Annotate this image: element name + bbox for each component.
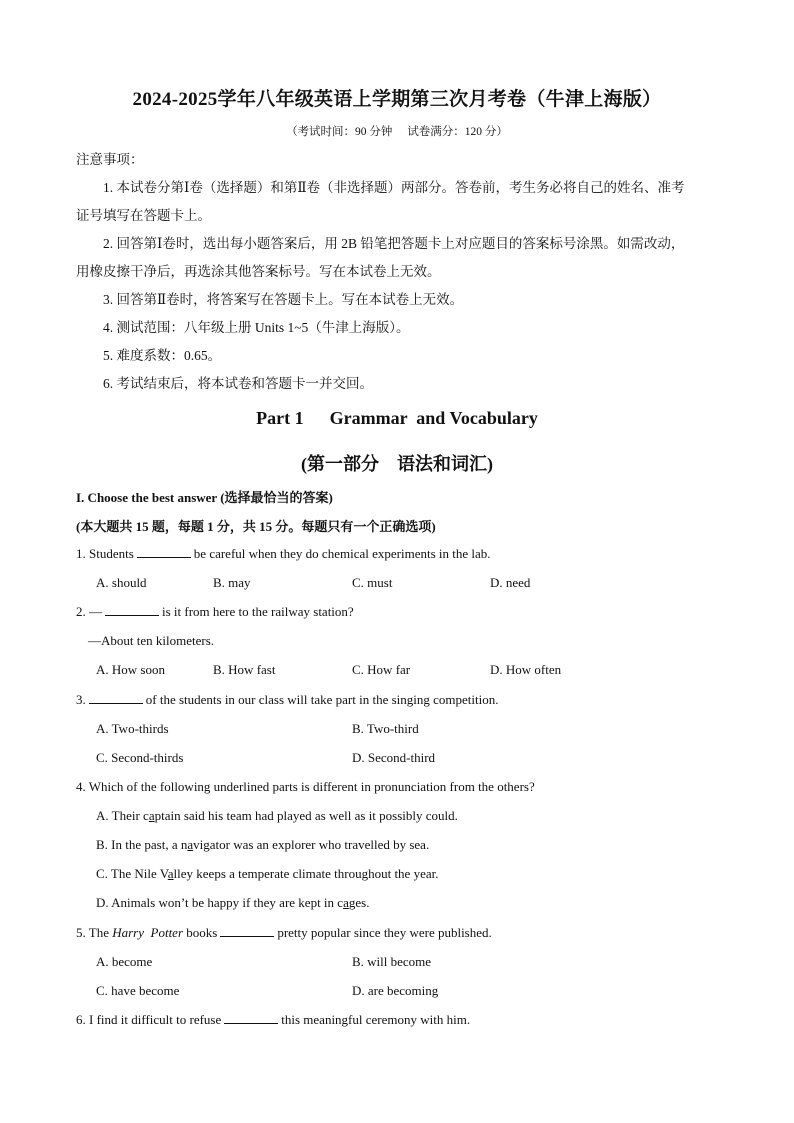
question-4: 4. Which of the following underlined parts is different in pronunciation from the others? [76, 779, 535, 794]
option-text: D. Animals won’t be happy if they are kept in c [96, 895, 344, 910]
option-c: C. must [352, 575, 393, 590]
option-d [96, 895, 369, 911]
question-text: pretty popular since they were published. [277, 925, 492, 940]
question-2-reply: —About ten kilometers. [88, 633, 215, 648]
part-subtitle [0, 450, 794, 476]
option-text: C. The Nile V [96, 866, 168, 881]
book-title: Harry Potter [112, 925, 184, 940]
notice-item-2: 2. 回答第Ⅰ卷时，选出每小题答案后，用 2B 铅笔把答题卡上对应题目的答案标号涂黑。如需改动， [103, 236, 685, 251]
option-d: D. Second-third [352, 750, 436, 765]
option-a: A. How soon [96, 662, 165, 677]
exam-time: （考试时间：90 分钟 [286, 126, 393, 138]
notice-item-2-cont: 用橡皮擦干净后，再选涂其他答案标号。写在本试卷上无效。 [76, 264, 441, 279]
notice-item-5: 5. 难度系数：0.65。 [103, 348, 222, 363]
question-text: 3. [76, 692, 86, 707]
question-3 [76, 692, 499, 708]
underlined-letter: a [167, 866, 174, 881]
answer-blank [89, 692, 143, 704]
section-instruction: (本大题共 15 题，每题 1 分，共 15 分。每题只有一个正确选项) [76, 519, 436, 534]
part-label: Part 1 [256, 408, 304, 428]
option-b: B. How fast [213, 662, 276, 677]
question-text: 6. I find it difficult to refuse [76, 1012, 222, 1027]
question-1 [76, 546, 491, 562]
option-c: C. How far [352, 662, 411, 677]
answer-blank [220, 925, 274, 937]
option-a: A. become [96, 954, 153, 969]
part-title [0, 408, 794, 429]
option-text: A. Their c [96, 808, 149, 823]
option-c: C. have become [96, 983, 180, 998]
question-text: 5. The [76, 925, 109, 940]
option-text: vigator was an explorer who travelled by sea. [193, 837, 430, 852]
question-6 [76, 1012, 470, 1028]
question-text: this meaningful ceremony with him. [281, 1012, 471, 1027]
underlined-letter: a [148, 808, 155, 823]
option-d: D. need [490, 575, 531, 590]
option-c: C. Second-thirds [96, 750, 184, 765]
option-a: A. should [96, 575, 147, 590]
underlined-letter: a [343, 895, 349, 910]
exam-title: 2024-2025学年八年级英语上学期第三次月考卷（牛津上海版） [132, 89, 662, 110]
option-text: ges. [348, 895, 370, 910]
option-b [96, 837, 429, 853]
notice-item-3: 3. 回答第Ⅱ卷时，将答案写在答题卡上。写在本试卷上无效。 [103, 292, 464, 307]
notice-item-1: 1. 本试卷分第Ⅰ卷（选择题）和第Ⅱ卷（非选择题）两部分。答卷前，考生务必将自己的姓名、准考 [103, 180, 685, 195]
question-text: is it from here to the railway station? [162, 604, 354, 619]
question-text: books [186, 925, 218, 940]
option-text: ptain said his team had played as well as it possibly could. [154, 808, 458, 823]
part-subtitle-a: (第一部分 [301, 454, 379, 474]
exam-subtitle [0, 123, 794, 139]
option-a [96, 808, 458, 824]
question-text: be careful when they do chemical experiments in the lab. [193, 546, 491, 561]
option-d: D. How often [490, 662, 562, 677]
question-text: 1. Students [76, 546, 134, 561]
part-subtitle-b: 语法和词汇) [397, 454, 493, 474]
option-text: B. In the past, a n [96, 837, 188, 852]
underlined-letter: a [187, 837, 194, 852]
option-b: B. will become [352, 954, 432, 969]
question-text: 2. — [76, 604, 102, 619]
option-c [96, 866, 438, 882]
option-b: B. Two-third [352, 721, 419, 736]
question-5 [76, 925, 492, 941]
answer-blank [224, 1012, 278, 1024]
notice-item-4: 4. 测试范围：八年级上册 Units 1~5（牛津上海版）。 [103, 320, 410, 335]
notice-item-1-cont: 证号填写在答题卡上。 [76, 208, 211, 223]
answer-blank [137, 546, 191, 558]
answer-blank [105, 604, 159, 616]
question-2 [76, 604, 354, 620]
notice-heading: 注意事项： [76, 152, 144, 167]
option-text: lley keeps a temperate climate throughout the year. [173, 866, 439, 881]
part-name: Grammar and Vocabulary [329, 408, 538, 428]
option-b: B. may [213, 575, 251, 590]
question-text: of the students in our class will take part in the singing competition. [145, 692, 499, 707]
exam-score: 试卷满分：120 分） [407, 126, 508, 138]
notice-item-6: 6. 考试结束后，将本试卷和答题卡一并交回。 [103, 376, 373, 391]
option-d: D. are becoming [352, 983, 439, 998]
option-a: A. Two-thirds [96, 721, 169, 736]
section-heading: I. Choose the best answer (选择最恰当的答案) [76, 490, 333, 505]
